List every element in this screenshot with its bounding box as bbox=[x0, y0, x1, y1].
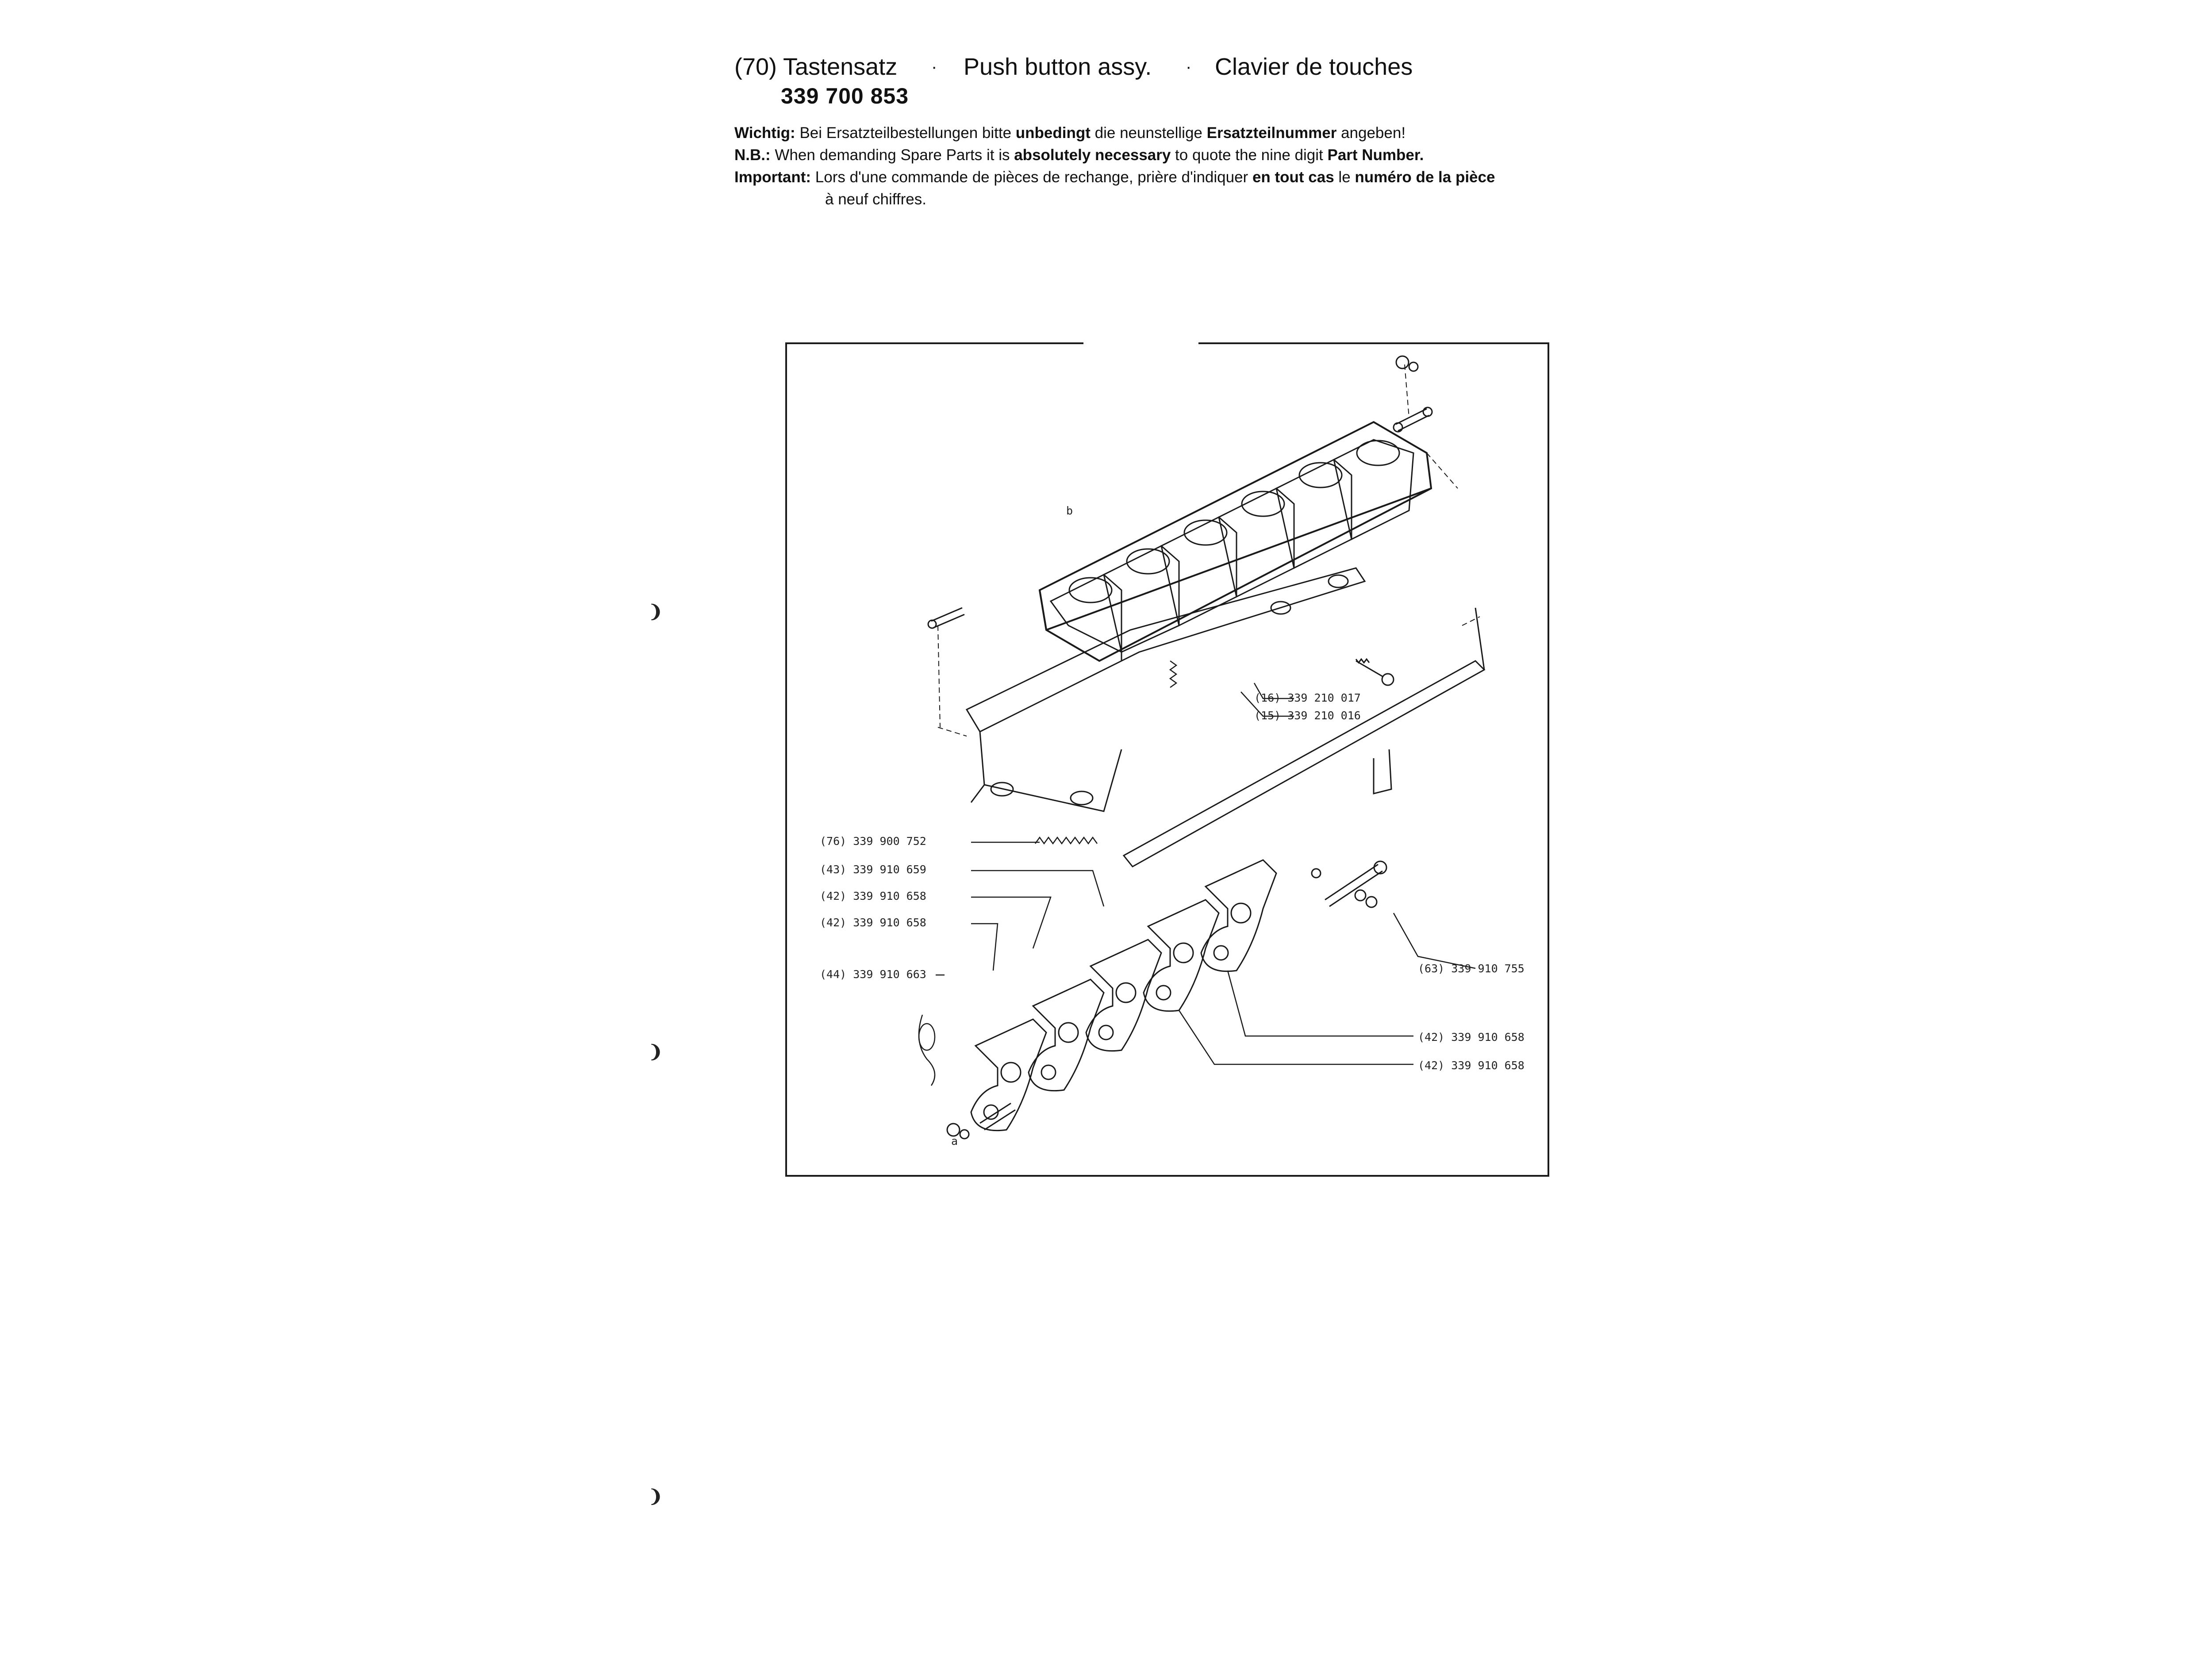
assembly-number: 339 700 853 bbox=[781, 84, 909, 108]
note-emphasis: unbedingt bbox=[1015, 124, 1091, 142]
note-text: die neunstellige bbox=[1090, 124, 1207, 142]
washers bbox=[947, 356, 1418, 1139]
note-german bbox=[734, 124, 1406, 142]
callout-part-42: (42) 339 910 658 bbox=[1418, 1031, 1525, 1044]
note-text: angeben! bbox=[1336, 124, 1406, 142]
title-separator: · bbox=[1186, 57, 1192, 77]
callout-part-16: (16) 339 210 017 bbox=[1254, 691, 1361, 704]
title-french: Clavier de touches bbox=[1215, 54, 1413, 80]
callout-part-42: (42) 339 910 658 bbox=[820, 890, 926, 902]
screw bbox=[1356, 659, 1394, 685]
note-english bbox=[734, 146, 1424, 165]
note-text: Lors d'une commande de pièces de rechange, prière d'indiquer bbox=[811, 169, 1252, 186]
key-caps bbox=[1051, 440, 1413, 661]
title-english: Push button assy. bbox=[964, 54, 1152, 80]
slide-bar bbox=[1124, 608, 1484, 867]
note-french-continued: à neuf chiffres. bbox=[825, 191, 926, 208]
note-emphasis: en tout cas bbox=[1252, 169, 1334, 186]
callout-part-42: (42) 339 910 658 bbox=[820, 916, 926, 929]
title-german: (70) Tastensatz bbox=[734, 54, 898, 80]
note-emphasis: numéro de la pièce bbox=[1355, 169, 1495, 186]
drawing-letter-a: a bbox=[951, 1135, 958, 1148]
exploded-drawing bbox=[785, 342, 1549, 1177]
scan-speck: ❩ bbox=[648, 602, 663, 622]
note-emphasis: Ersatzteilnummer bbox=[1206, 124, 1337, 142]
note-label: Important: bbox=[734, 169, 811, 186]
callout-part-15: (15) 339 210 016 bbox=[1254, 709, 1361, 722]
callout-part-76: (76) 339 900 752 bbox=[820, 835, 926, 848]
callout-part-42: (42) 339 910 658 bbox=[1418, 1059, 1525, 1072]
drawing-letter-b: b bbox=[1066, 504, 1073, 517]
button-housing bbox=[1040, 422, 1431, 661]
title-separator: · bbox=[931, 57, 937, 77]
note-emphasis: Part Number. bbox=[1327, 146, 1424, 164]
note-text: to quote the nine digit bbox=[1171, 146, 1328, 164]
scan-speck: ❩ bbox=[648, 1042, 663, 1062]
callout-part-63: (63) 339 910 755 bbox=[1418, 962, 1525, 975]
chassis-frame bbox=[967, 568, 1365, 811]
note-emphasis: absolutely necessary bbox=[1014, 146, 1171, 164]
note-french bbox=[734, 168, 1495, 187]
note-text: Bei Ersatzteilbestellungen bitte bbox=[795, 124, 1016, 142]
note-label: N.B.: bbox=[734, 146, 771, 164]
scan-speck: ❩ bbox=[648, 1487, 663, 1506]
note-text: le bbox=[1334, 169, 1355, 186]
note-text: When demanding Spare Parts it is bbox=[770, 146, 1014, 164]
levers bbox=[971, 860, 1276, 1131]
leader-lines bbox=[936, 683, 1475, 1064]
note-label: Wichtig: bbox=[734, 124, 795, 142]
explosion-lines bbox=[938, 365, 1480, 736]
springs bbox=[919, 661, 1176, 1086]
callout-part-44: (44) 339 910 663 bbox=[820, 968, 926, 981]
callout-part-43: (43) 339 910 659 bbox=[820, 863, 926, 876]
